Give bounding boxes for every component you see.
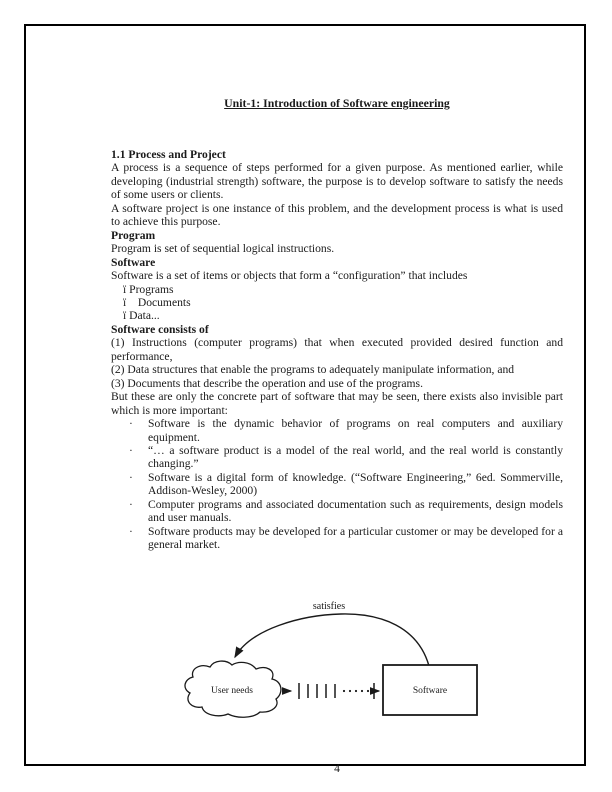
list-item: ï Data... bbox=[123, 309, 160, 323]
bullet-text: Computer programs and associated documentation such as requirements, design models and user manuals. bbox=[148, 497, 563, 525]
software-intro: Software is a set of items or objects that form a “configuration” that includes bbox=[111, 269, 468, 283]
connector-dot bbox=[367, 690, 369, 692]
connector-dot bbox=[361, 690, 363, 692]
bullet-dot-icon: · bbox=[129, 417, 133, 431]
bullet-item bbox=[111, 471, 563, 498]
document-body bbox=[111, 148, 563, 552]
bullet-item bbox=[111, 444, 563, 471]
cloud-label: User needs bbox=[211, 686, 253, 696]
list-item: ï Documents bbox=[123, 295, 191, 309]
list-item: ï Programs bbox=[123, 282, 174, 296]
connector-dot bbox=[349, 690, 351, 692]
consists-item: (3) Documents that describe the operation and use of the programs. bbox=[111, 376, 423, 390]
user-needs-software-diagram bbox=[166, 589, 496, 729]
consists-heading: Software consists of bbox=[111, 322, 209, 336]
paragraph-project: A software project is one instance of this problem, and the development process is what is used to achieve this purpose. bbox=[111, 201, 563, 229]
consists-item: (2) Data structures that enable the programs to adequately manipulate information, and bbox=[111, 363, 515, 377]
bullet-dot-icon: · bbox=[129, 497, 133, 511]
paragraph-process: A process is a sequence of steps performed for a given purpose. As mentioned earlier, while developing (industrial strength) software, the purpose is to develop software to satisfy the needs of some users or clients. bbox=[111, 161, 563, 202]
page-number: 4 bbox=[334, 762, 340, 775]
satisfies-label: satisfies bbox=[312, 601, 346, 612]
bullet-dot-icon: · bbox=[129, 443, 133, 457]
bullet-text: Software is a digital form of knowledge. (“Software Engineering,” 6ed. Sommerville, Addison-Wesley, 2000) bbox=[148, 470, 563, 498]
connector-dot bbox=[343, 690, 345, 692]
bullet-item bbox=[111, 525, 563, 552]
bullet-item bbox=[111, 498, 563, 525]
connector-dot bbox=[355, 690, 357, 692]
bullet-text: Software is the dynamic behavior of programs on real computers and auxiliary equipment. bbox=[148, 417, 563, 444]
page-frame bbox=[24, 24, 586, 775]
program-heading: Program bbox=[111, 228, 156, 242]
bullet-item bbox=[111, 417, 563, 444]
section-heading: 1.1 Process and Project bbox=[111, 148, 226, 161]
bullet-dot-icon: · bbox=[129, 470, 133, 484]
consists-item: (1) Instructions (computer programs) that when executed provided desired function and performance, bbox=[111, 336, 563, 363]
bullet-text: “… a software product is a model of the real world, and the real world is constantly changing.” bbox=[148, 443, 563, 471]
box-label: Software bbox=[412, 686, 448, 696]
program-text: Program is set of sequential logical instructions. bbox=[111, 242, 335, 256]
bullet-text: Software products may be developed for a particular customer or may be developed for a general market. bbox=[148, 524, 563, 552]
satisfies-arrow bbox=[235, 614, 429, 666]
bullet-dot-icon: · bbox=[129, 524, 133, 538]
invisible-intro: But these are only the concrete part of software that may be seen, there exists also invisible part which is more important: bbox=[111, 390, 563, 417]
software-heading: Software bbox=[111, 255, 156, 269]
page-title: Unit-1: Introduction of Software engineering bbox=[224, 96, 450, 110]
